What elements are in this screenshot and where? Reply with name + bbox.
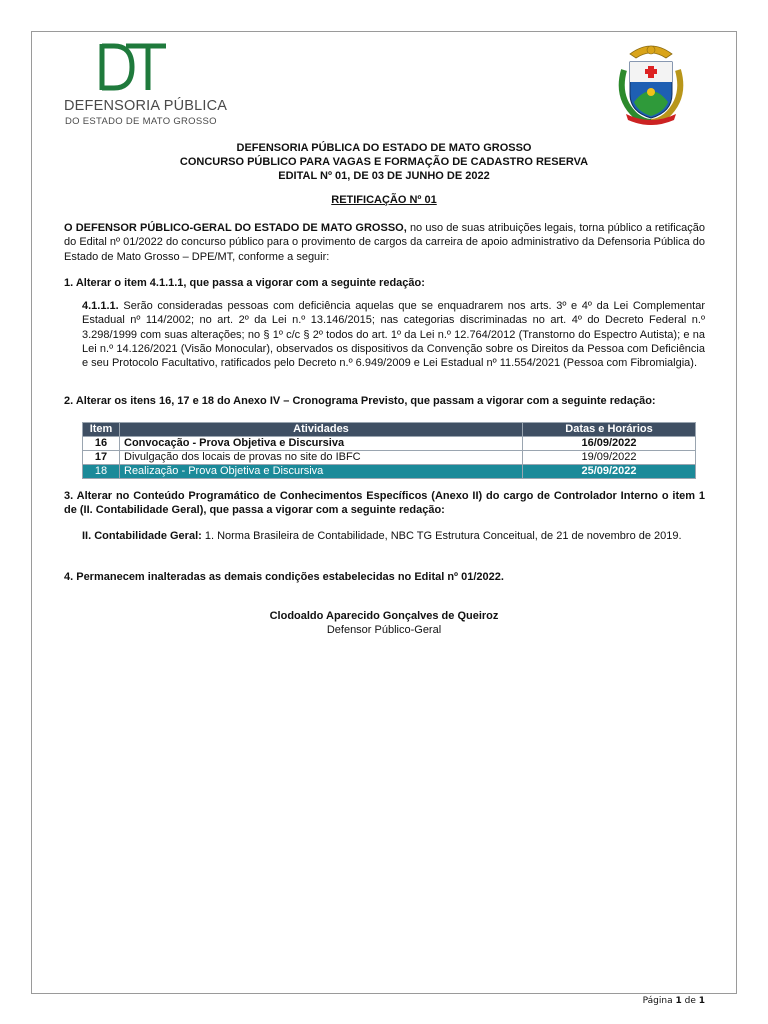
cell-activity: Convocação - Prova Objetiva e Discursiva <box>120 437 523 451</box>
footer-of-word: de <box>684 996 696 1006</box>
table-header-row <box>83 423 696 437</box>
column-header-item: Item <box>83 423 120 437</box>
cell-item: 18 <box>83 465 120 479</box>
item-label: 4.1.1.1. <box>82 300 119 312</box>
logo-subtitle: DO ESTADO DE MATO GROSSO <box>65 116 217 127</box>
section-4-heading: 4. Permanecem inalteradas as demais condições estabelecidas no Edital nº 01/2022. <box>64 571 504 583</box>
logo-name: DEFENSORIA PÚBLICA <box>64 98 228 114</box>
cell-date: 16/09/2022 <box>523 437 696 451</box>
cell-date: 25/09/2022 <box>523 465 696 479</box>
dpt-monogram-icon <box>96 40 168 92</box>
table-row <box>83 437 696 451</box>
cell-date: 19/09/2022 <box>523 451 696 465</box>
column-header-dates: Datas e Horários <box>523 423 696 437</box>
section-2-heading: 2. Alterar os itens 16, 17 e 18 do Anexo IV – Cronograma Previsto, que passam a vigorar com a seguinte redação: <box>64 395 656 407</box>
footer-page-word: Página <box>642 996 673 1006</box>
table-row <box>83 451 696 465</box>
signatory-role: Defensor Público-Geral <box>326 624 442 636</box>
intro-paragraph <box>64 221 705 264</box>
signatory-name: Clodoaldo Aparecido Gonçalves de Queiroz <box>269 610 499 622</box>
accounting-label: II. Contabilidade Geral: <box>82 530 202 542</box>
cell-activity: Realização - Prova Objetiva e Discursiva <box>120 465 523 479</box>
footer-current-page: 1 <box>675 996 682 1006</box>
retification-title: RETIFICAÇÃO Nº 01 <box>331 194 437 206</box>
defensoria-logo <box>64 40 228 132</box>
footer-total-pages: 1 <box>698 996 705 1006</box>
page-footer <box>643 996 705 1006</box>
cell-activity: Divulgação dos locais de provas no site do IBFC <box>120 451 523 465</box>
cell-item: 16 <box>83 437 120 451</box>
accounting-paragraph <box>82 529 705 543</box>
item-4-1-1-1-paragraph <box>82 299 705 370</box>
section-3-heading: 3. Alterar no Conteúdo Programático de Conhecimentos Específicos (Anexo II) do cargo de Controlador Interno o item 1 de (II. Contabilidade Geral), que passa a vigorar com a seguinte redação: <box>64 490 705 517</box>
header-line-edital: EDITAL Nº 01, DE 03 DE JUNHO DE 2022 <box>278 170 490 182</box>
section-1-heading: 1. Alterar o item 4.1.1.1, que passa a vigorar com a seguinte redação: <box>64 277 425 289</box>
table-row-highlighted <box>83 465 696 479</box>
header-line-institution: DEFENSORIA PÚBLICA DO ESTADO DE MATO GROSSO <box>236 142 532 154</box>
item-text: Serão consideradas pessoas com deficiência aquelas que se enquadrarem nos arts. 3º e 4º da Lei Complementar Estadual nº 114/2002; no art. 2º da Lei n.º 13.146/2015; nas categorias discriminadas no art. 4º do Decreto Federal n.º 3.298/1999 com suas alterações; no § 1º c/c § 2º todos do art. 1º da Lei n.º 12.764/2012 (Transtorno do Espectro Autista); e na Lei n.º 14.126/2021 (Visão Monocular), observados os dispositivos da Convenção sobre os Direitos da Pessoa com Deficiência e seu Protocolo Facultativo, ratificados pelo Decreto n.º 6.949/2009 e Lei Estadual nº 11.554/2021 (Pessoa com Fibromialgia). <box>82 300 705 370</box>
accounting-text: 1. Norma Brasileira de Contabilidade, NBC TG Estrutura Conceitual, de 21 de novembro de 2019. <box>201 530 682 542</box>
column-header-activities: Atividades <box>120 423 523 437</box>
intro-text: no uso de suas atribuições legais, torna público a retificação do Edital nº 01/2022 do concurso público para o provimento de cargos da carreira de apoio administrativo da Defensoria Pública do Estado de Mato Grosso – DPE/MT, conforme a seguir: <box>64 222 705 263</box>
coat-of-arms-icon <box>614 40 688 126</box>
document-header <box>40 141 728 183</box>
cell-item: 17 <box>83 451 120 465</box>
intro-bold: O DEFENSOR PÚBLICO-GERAL DO ESTADO DE MATO GROSSO, <box>64 222 407 234</box>
schedule-table <box>82 422 696 479</box>
header-line-contest: CONCURSO PÚBLICO PARA VAGAS E FORMAÇÃO DE CADASTRO RESERVA <box>179 156 589 168</box>
